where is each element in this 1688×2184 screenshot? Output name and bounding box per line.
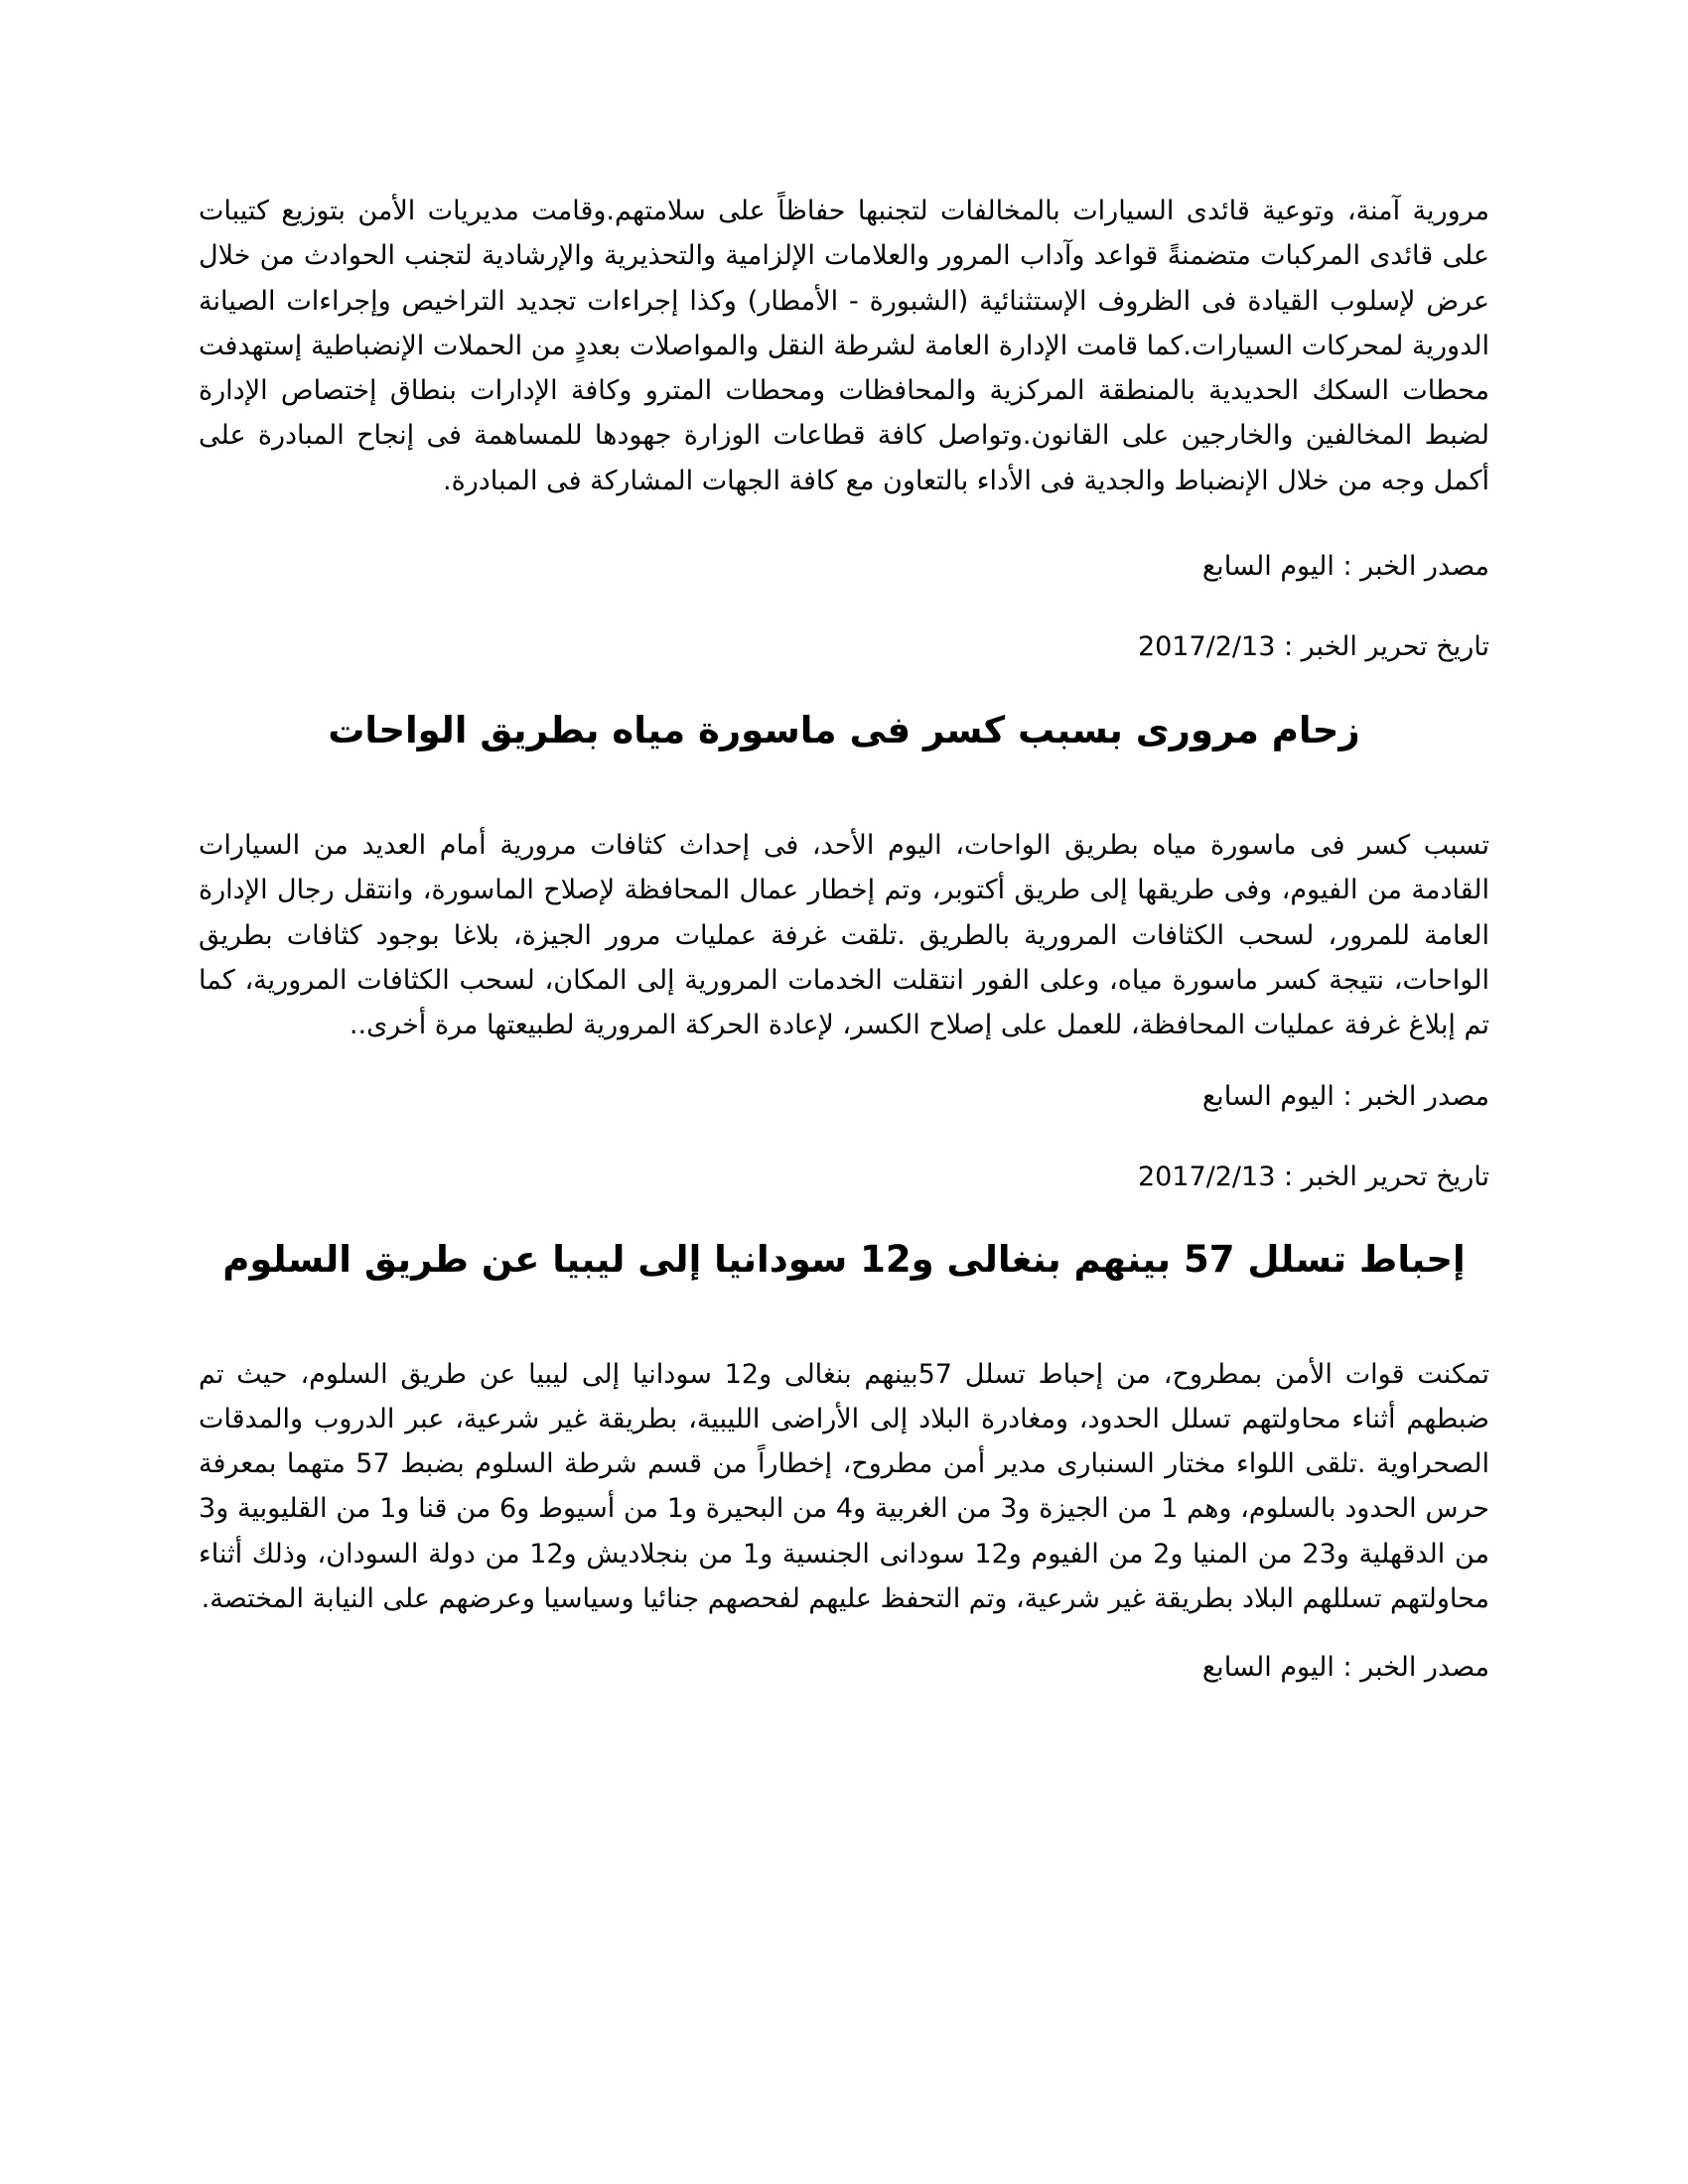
article2-body: تمكنت قوات الأمن بمطروح، من إحباط تسلل 57بينهم بنغالى و12 سودانيا إلى ليبيا عن طريق السلوم، حيث تم ضبطهم أثناء محاولتهم تسلل الحدود، ومغادرة البلاد إلى الأراضى الليبية، بطريقة غير شرعية، عبر الدروب والمدقات الصحراوية .تلقى اللواء مختار السنبارى مدير أمن مطروح، إخطاراً من قسم شرطة السلوم بضبط 57 متهما بمعرفة حرس الحدود بالسلوم، وهم 1 من الجيزة و3 من الغربية و4 من البحيرة و1 من أسيوط و6 من قنا و1 من القليوبية و3 من الدقهلية و23 من المنيا و2 من الفيوم و12 سودانى الجنسية و1 من بنجلاديش و12 من دولة السودان، وذلك أثناء محاولتهم تسللهم البلاد بطريقة غير شرعية، وتم التحفظ عليهم لفحصهم جنائيا وسياسيا وعرضهم على النيابة المختصة.	[199, 1358, 1489, 1615]
article1-source-line: مصدر الخبر : اليوم السابع	[1201, 1080, 1489, 1112]
intro-date-value: 2017/2/13	[1137, 631, 1276, 663]
article2-source-line: مصدر الخبر : اليوم السابع	[1201, 1652, 1489, 1684]
intro-paragraph: مرورية آمنة، وتوعية قائدى السيارات بالمخالفات لتجنبها حفاظاً على سلامتهم.وقامت مديريات الأمن بتوزيع كتيبات على قائدى المركبات متضمنةً قواعد وآداب المرور والعلامات الإلزامية والتحذيرية والإرشادية لتجنب الحوادث من خلال عرض لإسلوب القيادة فى الظروف الإستثنائية (الشبورة - الأمطار) وكذا إجراءات تجديد التراخيص وإجراءات الصيانة الدورية لمحركات السيارات.كما قامت الإدارة العامة لشرطة النقل والمواصلات بعددٍ من الحملات الإنضباطية إستهدفت محطات السكك الحديدية بالمنطقة المركزية والمحافظات ومحطات المترو وكافة الإدارات بنطاق إختصاص الإدارة لضبط المخالفين والخارجين على القانون.وتواصل كافة قطاعات الوزارة جهودها للمساهمة فى إنجاح المبادرة على أكمل وجه من خلال الإنضباط والجدية فى الأداء بالتعاون مع كافة الجهات المشاركة فى المبادرة.	[199, 196, 1489, 496]
intro-date-line	[199, 629, 1489, 665]
article1-date-value: 2017/2/13	[1137, 1160, 1276, 1192]
document-body	[199, 189, 1489, 1686]
article1-date-line	[199, 1160, 1489, 1195]
article1-headline: زحام مرورى بسبب كسر فى ماسورة مياه بطريق الواحات	[328, 709, 1360, 752]
article1-date-label: تاريخ تحرير الخبر :	[1275, 1160, 1489, 1192]
intro-date-label: تاريخ تحرير الخبر :	[1275, 631, 1489, 663]
article2-headline: إحباط تسلل 57 بينهم بنغالى و12 سودانيا إلى ليبيا عن طريق السلوم	[222, 1237, 1466, 1281]
intro-source-line: مصدر الخبر : اليوم السابع	[1201, 551, 1489, 583]
article1-body: تسبب كسر فى ماسورة مياه بطريق الواحات، اليوم الأحد، فى إحداث كثافات مرورية أمام العديد من السيارات القادمة من الفيوم، وفى طريقها إلى طريق أكتوبر، وتم إخطار عمال المحافظة لإصلاح الماسورة، وانتقل رجال الإدارة العامة للمرور، لسحب الكثافات المرورية بالطريق .تلقت غرفة عمليات مرور الجيزة، بلاغا بوجود كثافات بطريق الواحات، نتيجة كسر ماسورة مياه، وعلى الفور انتقلت الخدمات المرورية إلى المكان، لسحب الكثافات المرورية، كما تم إبلاغ غرفة عمليات المحافظة، للعمل على إصلاح الكسر، لإعادة الحركة المرورية لطبيعتها مرة أخرى..	[199, 830, 1489, 1041]
